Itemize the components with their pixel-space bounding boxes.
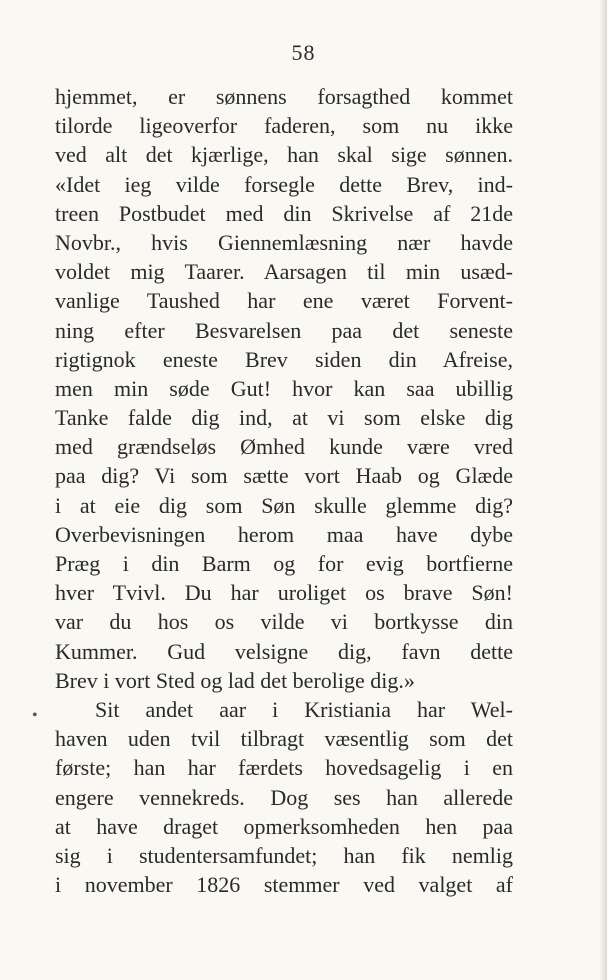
text-line: Brev i vort Sted og lad det berolige dig.» <box>55 667 415 693</box>
margin-mark: • <box>32 707 38 724</box>
text-line: treen Postbudet med din Skrivelse af 21de <box>55 200 513 226</box>
text-line: rigtignok eneste Brev siden din Afreise, <box>55 346 513 372</box>
text-line: men min søde Gut! hvor kan saa ubillig <box>55 375 513 401</box>
text-line: hjemmet, er sønnens forsagthed kommet <box>55 84 513 109</box>
text-line: Sit andet aar i Kristiania har Wel- <box>95 696 513 722</box>
text-line: Tanke falde dig ind, at vi som elske dig <box>55 405 513 431</box>
text-line: «Idet ieg vilde forsegle dette Brev, ind- <box>55 171 513 197</box>
text-line: første; han har færdets hovedsagelig i en <box>55 755 513 781</box>
text-line: tilorde ligeoverfor faderen, som nu ikke <box>55 113 513 139</box>
text-line: Kummer. Gud velsigne dig, favn dette <box>55 638 513 664</box>
text-line: med grændseløs Ømhed kunde være vred <box>55 434 513 460</box>
text-line: voldet mig Taarer. Aarsagen til min usæd- <box>55 259 513 285</box>
text-line: paa dig? Vi som sætte vort Haab og Glæde <box>55 463 513 489</box>
text-line: var du hos os vilde vi bortkysse din <box>55 609 513 635</box>
text-line: vanlige Taushed har ene været Forvent- <box>55 288 513 314</box>
page-number: 58 <box>291 40 316 65</box>
text-line: ved alt det kjærlige, han skal sige sønnen. <box>55 142 513 168</box>
text-line: ning efter Besvarelsen paa det seneste <box>55 317 513 343</box>
text-line: i november 1826 stemmer ved valget af <box>55 872 513 898</box>
text-line: Præg i din Barm og for evig bortfierne <box>55 551 513 576</box>
text-line: Overbevisningen herom maa have dybe <box>55 521 513 547</box>
text-line: sig i studentersamfundet; han fik nemlig <box>55 842 513 868</box>
text-line: at have draget opmerksomheden hen paa <box>55 813 513 839</box>
text-line: engere vennekreds. Dog ses han allerede <box>55 784 513 810</box>
text-line: hver Tvivl. Du har uroliget os brave Søn! <box>55 580 513 606</box>
page-edge-shadow <box>599 0 607 980</box>
body-text <box>55 82 513 899</box>
text-line: Novbr., hvis Giennemlæsning nær havde <box>55 229 513 255</box>
text-line: haven uden tvil tilbragt væsentlig som det <box>55 726 513 752</box>
text-line: i at eie dig som Søn skulle glemme dig? <box>55 492 513 518</box>
